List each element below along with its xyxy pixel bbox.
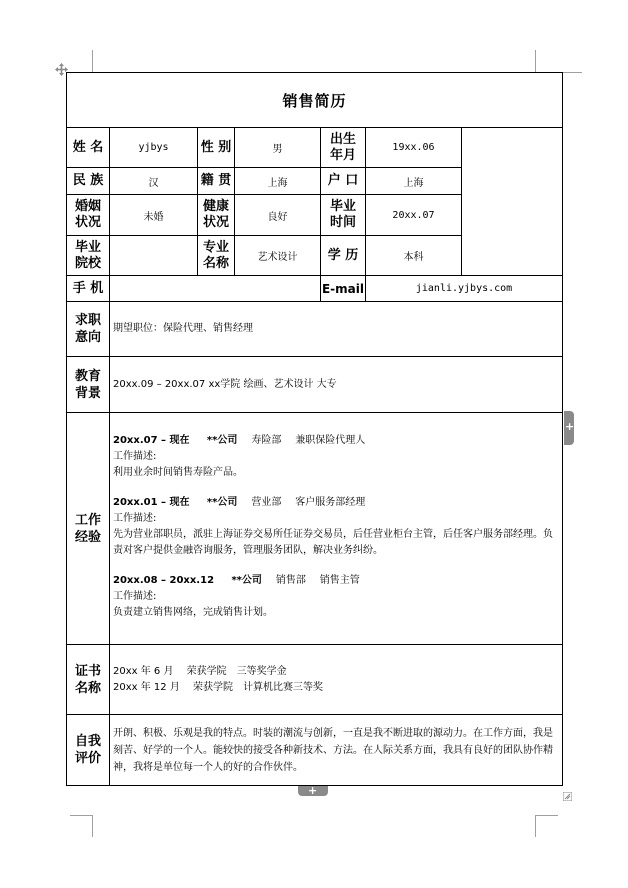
job-desc: 先为营业部职员，派驻上海证券交易所任证券交易员，后任营业柜台主管，后任客户服务部经理。负责对客户提供金融咨询服务，管理服务团队，解决业务纠纷。 bbox=[113, 529, 553, 556]
job-desc-label: 工作描述: bbox=[113, 591, 157, 602]
crop-mark-top-right-h bbox=[562, 72, 582, 73]
birth-label bbox=[321, 128, 366, 168]
school-label-line-1: 毕业 bbox=[74, 239, 101, 255]
school-value[interactable] bbox=[110, 236, 198, 276]
phone-label: 手 机 bbox=[67, 276, 110, 302]
birth-label-line-1: 出生 bbox=[329, 131, 356, 147]
objective-label bbox=[67, 302, 110, 357]
school-label bbox=[67, 236, 110, 276]
certificates-label-line-2: 名称 bbox=[74, 680, 101, 696]
job-dept: 销售部 bbox=[275, 575, 306, 586]
health-label bbox=[198, 195, 235, 236]
objective-label-line-2: 意向 bbox=[74, 330, 101, 345]
certificates-label bbox=[67, 645, 110, 715]
photo-cell[interactable] bbox=[462, 128, 563, 276]
birth-value[interactable]: 19xx.06 bbox=[366, 128, 462, 168]
certificates-label-line-1: 证书 bbox=[74, 663, 101, 679]
work-label-line-1: 工作 bbox=[74, 512, 101, 528]
name-label: 姓 名 bbox=[67, 128, 110, 168]
school-label-line-2: 院校 bbox=[74, 255, 101, 271]
ethnicity-value[interactable]: 汉 bbox=[110, 168, 198, 195]
email-label: E-mail bbox=[321, 276, 366, 302]
job-dept: 寿险部 bbox=[251, 435, 282, 446]
ethnicity-label: 民 族 bbox=[67, 168, 110, 195]
grad-time-label-line-2: 时间 bbox=[329, 215, 356, 230]
gender-label: 性 别 bbox=[198, 128, 235, 168]
job-period: 20xx.08 – 20xx.12 bbox=[113, 575, 215, 586]
plus-icon: + bbox=[308, 784, 318, 797]
self-eval-text[interactable]: 开朗、积极、乐观是我的特点。时装的潮流与创新，一直是我不断进取的源动力。在工作方面，我是刻苦、好学的一个人。能较快的接受各种新技术、方法。在人际关系方面，我具有良好的团队协作精神，我将是单位每一个人的好的合作伙伴。 bbox=[110, 715, 563, 786]
health-value[interactable]: 良好 bbox=[235, 195, 321, 236]
resume-title: 销售简历 bbox=[67, 73, 563, 128]
job-desc: 利用业余时间销售寿险产品。 bbox=[113, 467, 243, 478]
objective-text[interactable]: 期望职位：保险代理、销售经理 bbox=[110, 302, 563, 357]
health-label-line-2: 状况 bbox=[202, 215, 229, 230]
grad-time-value[interactable]: 20xx.07 bbox=[366, 195, 462, 236]
phone-value[interactable] bbox=[110, 276, 321, 302]
hukou-value[interactable]: 上海 bbox=[366, 168, 462, 195]
resume-table bbox=[66, 72, 563, 786]
self-eval-label-line-2: 评价 bbox=[74, 751, 101, 766]
education-text[interactable]: 20xx.09 – 20xx.07 xx学院 绘画、艺术设计 大专 bbox=[110, 357, 563, 413]
job-desc-label: 工作描述: bbox=[113, 513, 157, 524]
degree-value[interactable]: 本科 bbox=[366, 236, 462, 276]
origin-label: 籍 贯 bbox=[198, 168, 235, 195]
hukou-label: 户 口 bbox=[321, 168, 366, 195]
job-header bbox=[113, 433, 559, 449]
crop-mark-top-right-v bbox=[535, 50, 536, 72]
health-label-line-1: 健康 bbox=[202, 199, 229, 214]
degree-label: 学 历 bbox=[321, 236, 366, 276]
plus-icon: + bbox=[565, 420, 575, 433]
job-header bbox=[113, 495, 559, 511]
certificate-line: 20xx 年 6 月 荣获学院 三等奖学金 bbox=[113, 665, 287, 677]
origin-value[interactable]: 上海 bbox=[235, 168, 321, 195]
work-content[interactable] bbox=[110, 413, 563, 645]
major-label bbox=[198, 236, 235, 276]
resize-icon[interactable] bbox=[563, 786, 572, 795]
marital-label bbox=[67, 195, 110, 236]
email-value[interactable]: jianli.yjbys.com bbox=[366, 276, 563, 302]
crop-mark-bottom-right-v bbox=[535, 815, 536, 837]
add-row-button[interactable] bbox=[298, 786, 328, 796]
job-period: 20xx.01 – 现在 bbox=[113, 497, 190, 508]
grad-time-label-line-1: 毕业 bbox=[329, 199, 356, 214]
marital-value[interactable]: 未婚 bbox=[110, 195, 198, 236]
job-entry bbox=[113, 495, 559, 559]
education-label bbox=[67, 357, 110, 413]
job-header bbox=[113, 573, 559, 589]
job-period: 20xx.07 – 现在 bbox=[113, 435, 190, 446]
job-desc-label: 工作描述: bbox=[113, 451, 157, 462]
objective-label-line-1: 求职 bbox=[74, 313, 101, 328]
education-label-line-2: 背景 bbox=[74, 385, 101, 401]
marital-label-line-1: 婚姻 bbox=[74, 199, 101, 214]
self-eval-label bbox=[67, 715, 110, 786]
certificates-content[interactable] bbox=[110, 645, 563, 715]
birth-label-line-2: 年月 bbox=[329, 147, 356, 163]
job-position: 兼职保险代理人 bbox=[295, 435, 366, 446]
job-entry bbox=[113, 433, 559, 481]
job-dept: 营业部 bbox=[251, 497, 282, 508]
major-label-line-1: 专业 bbox=[202, 239, 229, 255]
name-value[interactable]: yjbys bbox=[110, 128, 198, 168]
job-position: 销售主管 bbox=[319, 575, 360, 586]
major-label-line-2: 名称 bbox=[202, 255, 229, 271]
education-label-line-1: 教育 bbox=[74, 368, 101, 384]
marital-label-line-2: 状况 bbox=[74, 215, 101, 230]
job-company: **公司 bbox=[206, 497, 238, 508]
grad-time-label bbox=[321, 195, 366, 236]
job-entry bbox=[113, 573, 559, 621]
crop-mark-bottom-right-h bbox=[536, 815, 558, 816]
gender-value[interactable]: 男 bbox=[235, 128, 321, 168]
work-label-line-2: 经验 bbox=[74, 529, 101, 545]
crop-mark-bottom-left-v bbox=[92, 815, 93, 837]
add-column-button[interactable] bbox=[564, 411, 574, 445]
crop-mark-top-left-v bbox=[92, 50, 93, 72]
job-desc: 负责建立销售网络，完成销售计划。 bbox=[113, 607, 273, 618]
job-company: **公司 bbox=[231, 575, 262, 586]
self-eval-label-line-1: 自我 bbox=[74, 734, 101, 749]
major-value[interactable]: 艺术设计 bbox=[235, 236, 321, 276]
crop-mark-bottom-left-h bbox=[70, 815, 92, 816]
job-position: 客户服务部经理 bbox=[295, 497, 366, 508]
work-label bbox=[67, 413, 110, 645]
certificate-line: 20xx 年 12 月 荣获学院 计算机比赛三等奖 bbox=[113, 681, 323, 693]
job-company: **公司 bbox=[206, 435, 238, 446]
